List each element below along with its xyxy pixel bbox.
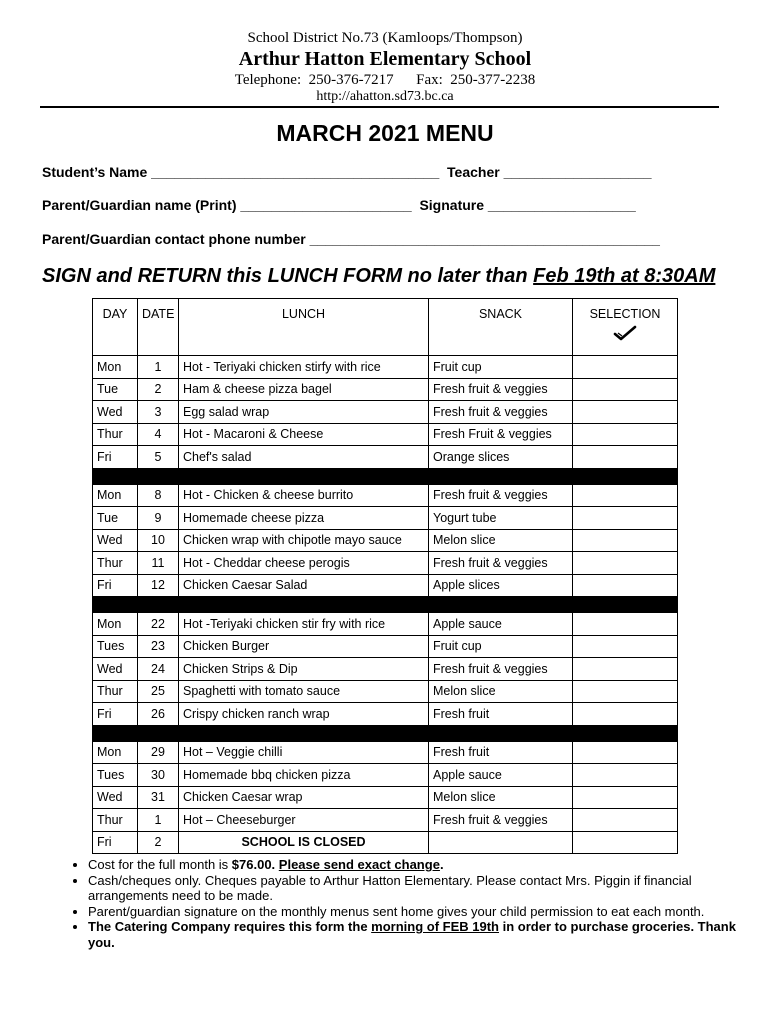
snack-cell: Fresh fruit & veggies <box>429 378 573 401</box>
day-cell: Thur <box>93 552 138 575</box>
table-row <box>93 764 678 787</box>
note-catering-text: The Catering Company requires this form the <box>88 919 372 934</box>
table-row <box>93 484 678 507</box>
selection-cell[interactable] <box>573 484 678 507</box>
day-cell: Wed <box>93 658 138 681</box>
return-deadline: Feb 19th at 8:30AM <box>533 265 716 287</box>
snack-cell: Fresh fruit & veggies <box>429 552 573 575</box>
day-cell: Tue <box>93 507 138 530</box>
checkmark-icon <box>613 325 637 341</box>
snack-cell: Melon slice <box>429 529 573 552</box>
lunch-cell: Hot – Cheeseburger <box>179 809 429 832</box>
lunch-cell: Chicken Burger <box>179 635 429 658</box>
day-cell: Wed <box>93 786 138 809</box>
lunch-cell: Chef's salad <box>179 446 429 469</box>
day-cell: Mon <box>93 613 138 636</box>
date-cell: 26 <box>138 703 179 726</box>
note-cost-end: . <box>439 857 444 872</box>
selection-cell[interactable] <box>573 703 678 726</box>
note-catering-end: in order to purchase groceries. Thank you. <box>88 919 736 950</box>
table-row <box>93 703 678 726</box>
note-exact-change: Please send exact change <box>278 857 440 872</box>
day-cell: Fri <box>93 446 138 469</box>
selection-cell[interactable] <box>573 613 678 636</box>
snack-cell: Orange slices <box>429 446 573 469</box>
date-cell: 8 <box>138 484 179 507</box>
selection-cell[interactable] <box>573 356 678 379</box>
day-cell: Thur <box>93 809 138 832</box>
school-closed-cell: SCHOOL IS CLOSED <box>179 831 429 854</box>
lunch-cell: Egg salad wrap <box>179 401 429 424</box>
table-row <box>93 574 678 597</box>
table-row <box>93 446 678 469</box>
menu-table <box>92 298 678 854</box>
date-cell: 24 <box>138 658 179 681</box>
selection-cell[interactable] <box>573 764 678 787</box>
selection-cell[interactable] <box>573 680 678 703</box>
lunch-cell: Homemade cheese pizza <box>179 507 429 530</box>
notes-list <box>64 857 748 950</box>
table-row <box>93 809 678 832</box>
note-cost <box>88 857 748 873</box>
week-separator-bar <box>93 725 678 741</box>
table-row <box>93 658 678 681</box>
day-cell: Mon <box>93 484 138 507</box>
day-cell: Mon <box>93 741 138 764</box>
table-row <box>93 378 678 401</box>
header-rule <box>40 106 719 108</box>
date-cell: 2 <box>138 831 179 854</box>
snack-cell: Fresh fruit <box>429 703 573 726</box>
note-payment: • Cash/cheques only. Cheques payable to Arthur Hatton Elementary. Please contact Mrs. Piggin if financial arrangements need to be made. <box>88 873 748 904</box>
day-cell: Mon <box>93 356 138 379</box>
snack-cell: Melon slice <box>429 680 573 703</box>
week-separator <box>93 597 678 613</box>
date-cell: 11 <box>138 552 179 575</box>
lunch-cell: Ham & cheese pizza bagel <box>179 378 429 401</box>
day-cell: Wed <box>93 401 138 424</box>
week-separator <box>93 725 678 741</box>
snack-cell: Fresh fruit & veggies <box>429 809 573 832</box>
day-cell: Fri <box>93 831 138 854</box>
lunch-cell: Spaghetti with tomato sauce <box>179 680 429 703</box>
snack-cell: Melon slice <box>429 786 573 809</box>
table-row <box>93 741 678 764</box>
snack-cell: Apple sauce <box>429 764 573 787</box>
table-row <box>93 635 678 658</box>
date-cell: 9 <box>138 507 179 530</box>
date-cell: 3 <box>138 401 179 424</box>
selection-cell[interactable] <box>573 507 678 530</box>
selection-cell[interactable] <box>573 635 678 658</box>
lunch-cell: Chicken Caesar wrap <box>179 786 429 809</box>
snack-cell: Fruit cup <box>429 635 573 658</box>
day-cell: Thur <box>93 680 138 703</box>
day-cell: Tue <box>93 378 138 401</box>
lunch-cell: Chicken Strips & Dip <box>179 658 429 681</box>
selection-cell[interactable] <box>573 529 678 552</box>
lunch-cell: Hot -Teriyaki chicken stir fry with rice <box>179 613 429 636</box>
district-name: School District No.73 (Kamloops/Thompson) <box>247 30 523 46</box>
school-contact: Telephone: 250-376-7217 Fax: 250-377-2238 <box>234 72 536 88</box>
table-row <box>93 680 678 703</box>
lunch-cell: Hot - Teriyaki chicken stirfy with rice <box>179 356 429 379</box>
col-selection-header <box>573 299 678 356</box>
date-cell: 29 <box>138 741 179 764</box>
lunch-cell: Homemade bbq chicken pizza <box>179 764 429 787</box>
school-url[interactable]: http://ahatton.sd73.bc.ca <box>316 89 454 104</box>
selection-cell[interactable] <box>573 809 678 832</box>
table-row <box>93 552 678 575</box>
col-lunch-header: LUNCH <box>179 299 429 356</box>
day-cell: Thur <box>93 423 138 446</box>
lunch-cell: Hot - Chicken & cheese burrito <box>179 484 429 507</box>
selection-cell[interactable] <box>573 446 678 469</box>
selection-cell[interactable] <box>573 401 678 424</box>
date-cell: 25 <box>138 680 179 703</box>
selection-cell <box>573 831 678 854</box>
lunch-cell: Crispy chicken ranch wrap <box>179 703 429 726</box>
day-cell: Wed <box>93 529 138 552</box>
snack-cell <box>429 831 573 854</box>
parent-phone-field[interactable]: Parent/Guardian contact phone number _____________________________________________ <box>42 231 660 247</box>
snack-cell: Fresh fruit & veggies <box>429 401 573 424</box>
snack-cell: Fresh fruit & veggies <box>429 658 573 681</box>
date-cell: 12 <box>138 574 179 597</box>
note-cost-sep: . <box>271 857 279 872</box>
date-cell: 31 <box>138 786 179 809</box>
note-catering-deadline: morning of FEB 19th <box>371 919 499 934</box>
date-cell: 23 <box>138 635 179 658</box>
lunch-cell: Hot - Cheddar cheese perogis <box>179 552 429 575</box>
table-row <box>93 613 678 636</box>
snack-cell: Fruit cup <box>429 356 573 379</box>
selection-cell[interactable] <box>573 552 678 575</box>
date-cell: 22 <box>138 613 179 636</box>
selection-cell[interactable] <box>573 423 678 446</box>
note-catering <box>88 919 748 950</box>
lunch-cell: Hot - Macaroni & Cheese <box>179 423 429 446</box>
note-cost-text: Cost for the full month is <box>88 857 232 872</box>
selection-cell[interactable] <box>573 786 678 809</box>
snack-cell: Fresh fruit <box>429 741 573 764</box>
lunch-cell: Hot – Veggie chilli <box>179 741 429 764</box>
return-instruction-text: SIGN and RETURN this LUNCH FORM no later than <box>42 265 534 287</box>
date-cell: 1 <box>138 809 179 832</box>
selection-cell[interactable] <box>573 658 678 681</box>
note-permission: • Parent/guardian signature on the monthly menus sent home gives your child permission to eat each month. <box>88 904 748 920</box>
table-header-row <box>93 299 678 356</box>
table-row <box>93 786 678 809</box>
date-cell: 2 <box>138 378 179 401</box>
date-cell: 1 <box>138 356 179 379</box>
snack-cell: Apple slices <box>429 574 573 597</box>
date-cell: 10 <box>138 529 179 552</box>
day-cell: Fri <box>93 574 138 597</box>
lunch-cell: Chicken Caesar Salad <box>179 574 429 597</box>
table-row <box>93 356 678 379</box>
snack-cell: Yogurt tube <box>429 507 573 530</box>
school-name: Arthur Hatton Elementary School <box>238 48 532 70</box>
day-cell: Fri <box>93 703 138 726</box>
selection-cell[interactable] <box>573 741 678 764</box>
lunch-cell: Chicken wrap with chipotle mayo sauce <box>179 529 429 552</box>
snack-cell: Fresh Fruit & veggies <box>429 423 573 446</box>
snack-cell: Fresh fruit & veggies <box>429 484 573 507</box>
page-title: MARCH 2021 MENU <box>276 120 494 146</box>
selection-cell[interactable] <box>573 378 678 401</box>
week-separator-bar <box>93 597 678 613</box>
student-teacher-field[interactable]: Student’s Name _____________________________________ Teacher ___________________ <box>42 164 652 180</box>
day-cell: Tues <box>93 635 138 658</box>
selection-cell[interactable] <box>573 574 678 597</box>
date-cell: 5 <box>138 446 179 469</box>
table-row <box>93 401 678 424</box>
col-day-header: DAY <box>93 299 138 356</box>
table-row <box>93 529 678 552</box>
day-cell: Tues <box>93 764 138 787</box>
col-date-header: DATE <box>138 299 179 356</box>
menu-table-body <box>93 356 678 854</box>
table-row <box>93 507 678 530</box>
note-cost-price: $76.00 <box>231 857 272 872</box>
table-row <box>93 423 678 446</box>
week-separator-bar <box>93 468 678 484</box>
col-snack-header: SNACK <box>429 299 573 356</box>
parent-signature-field[interactable]: Parent/Guardian name (Print) ______________________ Signature ___________________ <box>42 197 636 213</box>
return-instruction <box>42 265 715 288</box>
week-separator <box>93 468 678 484</box>
date-cell: 4 <box>138 423 179 446</box>
snack-cell: Apple sauce <box>429 613 573 636</box>
table-row-closed <box>93 831 678 854</box>
selection-header-label: SELECTION <box>589 307 661 321</box>
date-cell: 30 <box>138 764 179 787</box>
